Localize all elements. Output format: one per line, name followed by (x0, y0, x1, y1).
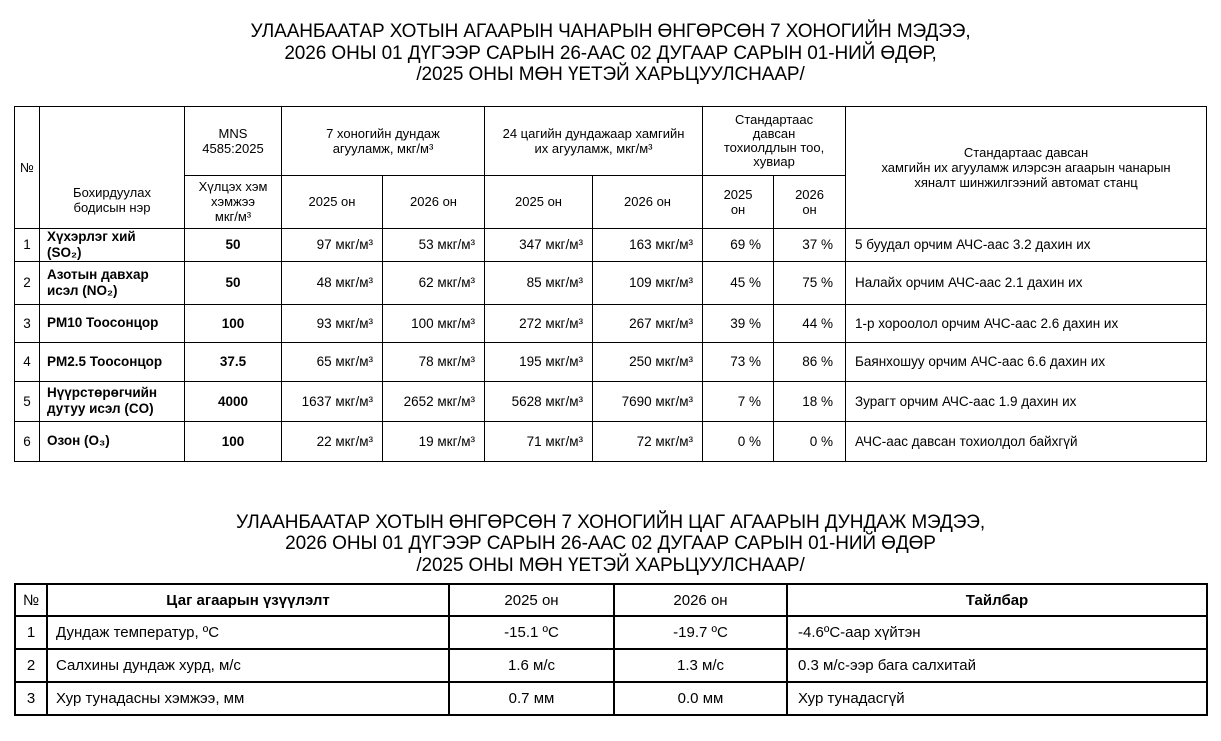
pollutant-row-no2 (15, 261, 1207, 304)
pollutant-row-pm10 (15, 304, 1207, 342)
col-header-pollutant-name: Бохирдуулах бодисын нэр (40, 106, 185, 228)
pollutant-name: PM10 Тоосонцор (40, 304, 185, 342)
avg7-2025-value: 48 мкг/м³ (282, 261, 383, 304)
station-note: 5 буудал орчим АЧС-аас 3.2 дахин их (846, 228, 1207, 261)
note-text: Хур тунадасгүй (787, 682, 1207, 715)
pct-2026-value: 37 % (774, 228, 846, 261)
value-2025: 1.6 м/с (449, 649, 614, 682)
limit-value: 100 (185, 421, 282, 461)
value-2026: -19.7 ºC (614, 616, 787, 649)
pct-2025-value: 0 % (703, 421, 774, 461)
weather-report-title (0, 512, 1221, 577)
max24-2025-value: 85 мкг/м³ (485, 261, 593, 304)
avg7-2026-value: 78 мкг/м³ (383, 342, 485, 381)
pct-2026-value: 0 % (774, 421, 846, 461)
pollutant-row-o3 (15, 421, 1207, 461)
limit-value: 37.5 (185, 342, 282, 381)
pollutant-name: Озон (O₃) (40, 421, 185, 461)
limit-value: 4000 (185, 381, 282, 421)
pct-2025-value: 45 % (703, 261, 774, 304)
pct-2025-value: 69 % (703, 228, 774, 261)
weather-row-wind (15, 649, 1207, 682)
pct-2026-value: 18 % (774, 381, 846, 421)
value-2025: 0.7 мм (449, 682, 614, 715)
col-header-max24-2026: 2026 он (593, 175, 703, 228)
pollutant-name: Хүхэрлэг хий (SO₂) (40, 228, 185, 261)
note-text: -4.6ºC-аар хүйтэн (787, 616, 1207, 649)
limit-value: 100 (185, 304, 282, 342)
max24-2026-value: 267 мкг/м³ (593, 304, 703, 342)
col-header-note: Тайлбар (787, 584, 1207, 616)
pollutant-row-so2 (15, 228, 1207, 261)
weather-row-precipitation (15, 682, 1207, 715)
row-number: 3 (15, 304, 40, 342)
pct-2026-value: 75 % (774, 261, 846, 304)
station-note: Баянхошуу орчим АЧС-аас 6.6 дахин их (846, 342, 1207, 381)
row-number: 2 (15, 261, 40, 304)
pollutant-name: Нүүрстөрөгчийн дутуу исэл (CO) (40, 381, 185, 421)
col-group-weekly-average: 7 хоногийн дундаж агууламж, мкг/м³ (282, 106, 485, 175)
limit-value: 50 (185, 228, 282, 261)
max24-2026-value: 72 мкг/м³ (593, 421, 703, 461)
col-header-station: Стандартаас давсан хамгийн их агууламж илэрсэн агаарын чанарын хяналт шинжилгээний автомат станц (846, 106, 1207, 228)
pct-2025-value: 73 % (703, 342, 774, 381)
col-header-mns-standard: MNS 4585:2025 (185, 106, 282, 175)
col-header-avg7-2025: 2025 он (282, 175, 383, 228)
station-note: АЧС-аас давсан тохиолдол байхгүй (846, 421, 1207, 461)
indicator-label: Дундаж температур, ºC (47, 616, 449, 649)
col-header-avg7-2026: 2026 он (383, 175, 485, 228)
pollutant-name: PM2.5 Тоосонцор (40, 342, 185, 381)
station-note: Налайх орчим АЧС-аас 2.1 дахин их (846, 261, 1207, 304)
row-number: 2 (15, 649, 47, 682)
title-line-2: 2026 ОНЫ 01 ДҮГЭЭР САРЫН 26-ААС 02 ДУГААР САРЫН 01-НИЙ ӨДӨР, (284, 42, 937, 64)
max24-2026-value: 163 мкг/м³ (593, 228, 703, 261)
weather-table (14, 583, 1208, 716)
value-2026: 1.3 м/с (614, 649, 787, 682)
value-2026: 0.0 мм (614, 682, 787, 715)
max24-2025-value: 195 мкг/м³ (485, 342, 593, 381)
col-header-pct-2025: 2025 он (703, 175, 774, 228)
row-number: 6 (15, 421, 40, 461)
value-2025: -15.1 ºC (449, 616, 614, 649)
pct-2026-value: 44 % (774, 304, 846, 342)
title-line-3: /2025 ОНЫ МӨН ҮЕТЭЙ ХАРЬЦУУЛСНААР/ (416, 554, 805, 576)
title-line-3: /2025 ОНЫ МӨН ҮЕТЭЙ ХАРЬЦУУЛСНААР/ (416, 64, 805, 85)
air-quality-report-title (0, 0, 1221, 86)
max24-2026-value: 109 мкг/м³ (593, 261, 703, 304)
title-line-1: УЛААНБААТАР ХОТЫН ӨНГӨРСӨН 7 ХОНОГИЙН ЦАГ АГААРЫН ДУНДАЖ МЭДЭЭ, (235, 511, 986, 533)
pct-2025-value: 39 % (703, 304, 774, 342)
col-header-2025: 2025 он (449, 584, 614, 616)
row-number: 3 (15, 682, 47, 715)
col-group-exceedance-percent: Стандартаас давсан тохиолдлын тоо, хувиар (703, 106, 846, 175)
pct-2025-value: 7 % (703, 381, 774, 421)
row-number: 5 (15, 381, 40, 421)
max24-2025-value: 71 мкг/м³ (485, 421, 593, 461)
col-header-pct-2026: 2026 он (774, 175, 846, 228)
avg7-2026-value: 53 мкг/м³ (383, 228, 485, 261)
weather-header-row (15, 584, 1207, 616)
avg7-2026-value: 2652 мкг/м³ (383, 381, 485, 421)
pct-2026-value: 86 % (774, 342, 846, 381)
max24-2025-value: 5628 мкг/м³ (485, 381, 593, 421)
station-note: Зурагт орчим АЧС-аас 1.9 дахин их (846, 381, 1207, 421)
col-header-2026: 2026 он (614, 584, 787, 616)
title-line-1: УЛААНБААТАР ХОТЫН АГААРЫН ЧАНАРЫН ӨНГӨРСӨН 7 ХОНОГИЙН МЭДЭЭ, (250, 21, 971, 42)
avg7-2026-value: 19 мкг/м³ (383, 421, 485, 461)
max24-2025-value: 347 мкг/м³ (485, 228, 593, 261)
pollutant-row-co (15, 381, 1207, 421)
title-line-2: 2026 ОНЫ 01 ДҮГЭЭР САРЫН 26-ААС 02 ДУГААР САРЫН 01-НИЙ ӨДӨР (285, 533, 936, 554)
max24-2026-value: 250 мкг/м³ (593, 342, 703, 381)
avg7-2026-value: 62 мкг/м³ (383, 261, 485, 304)
avg7-2026-value: 100 мкг/м³ (383, 304, 485, 342)
avg7-2025-value: 1637 мкг/м³ (282, 381, 383, 421)
avg7-2025-value: 65 мкг/м³ (282, 342, 383, 381)
indicator-label: Хур тунадасны хэмжээ, мм (47, 682, 449, 715)
col-header-max24-2025: 2025 он (485, 175, 593, 228)
limit-value: 50 (185, 261, 282, 304)
avg7-2025-value: 22 мкг/м³ (282, 421, 383, 461)
station-note: 1-р хороолол орчим АЧС-аас 2.6 дахин их (846, 304, 1207, 342)
max24-2025-value: 272 мкг/м³ (485, 304, 593, 342)
max24-2026-value: 7690 мкг/м³ (593, 381, 703, 421)
pollutant-row-pm25 (15, 342, 1207, 381)
avg7-2025-value: 93 мкг/м³ (282, 304, 383, 342)
row-number: 4 (15, 342, 40, 381)
avg7-2025-value: 97 мкг/м³ (282, 228, 383, 261)
indicator-label: Салхины дундаж хурд, м/с (47, 649, 449, 682)
col-header-limit: Хүлцэх хэм хэмжээ мкг/м³ (185, 175, 282, 228)
col-header-no: № (15, 584, 47, 616)
col-group-24h-max: 24 цагийн дундажаар хамгийн их агууламж, мкг/м³ (485, 106, 703, 175)
weather-row-temperature (15, 616, 1207, 649)
note-text: 0.3 м/с-ээр бага салхитай (787, 649, 1207, 682)
header-row-groups (15, 106, 1207, 175)
row-number: 1 (15, 616, 47, 649)
air-quality-table (14, 106, 1207, 462)
col-header-indicator: Цаг агаарын үзүүлэлт (47, 584, 449, 616)
col-header-no: № (15, 106, 40, 228)
row-number: 1 (15, 228, 40, 261)
pollutant-name: Азотын давхар исэл (NO₂) (40, 261, 185, 304)
